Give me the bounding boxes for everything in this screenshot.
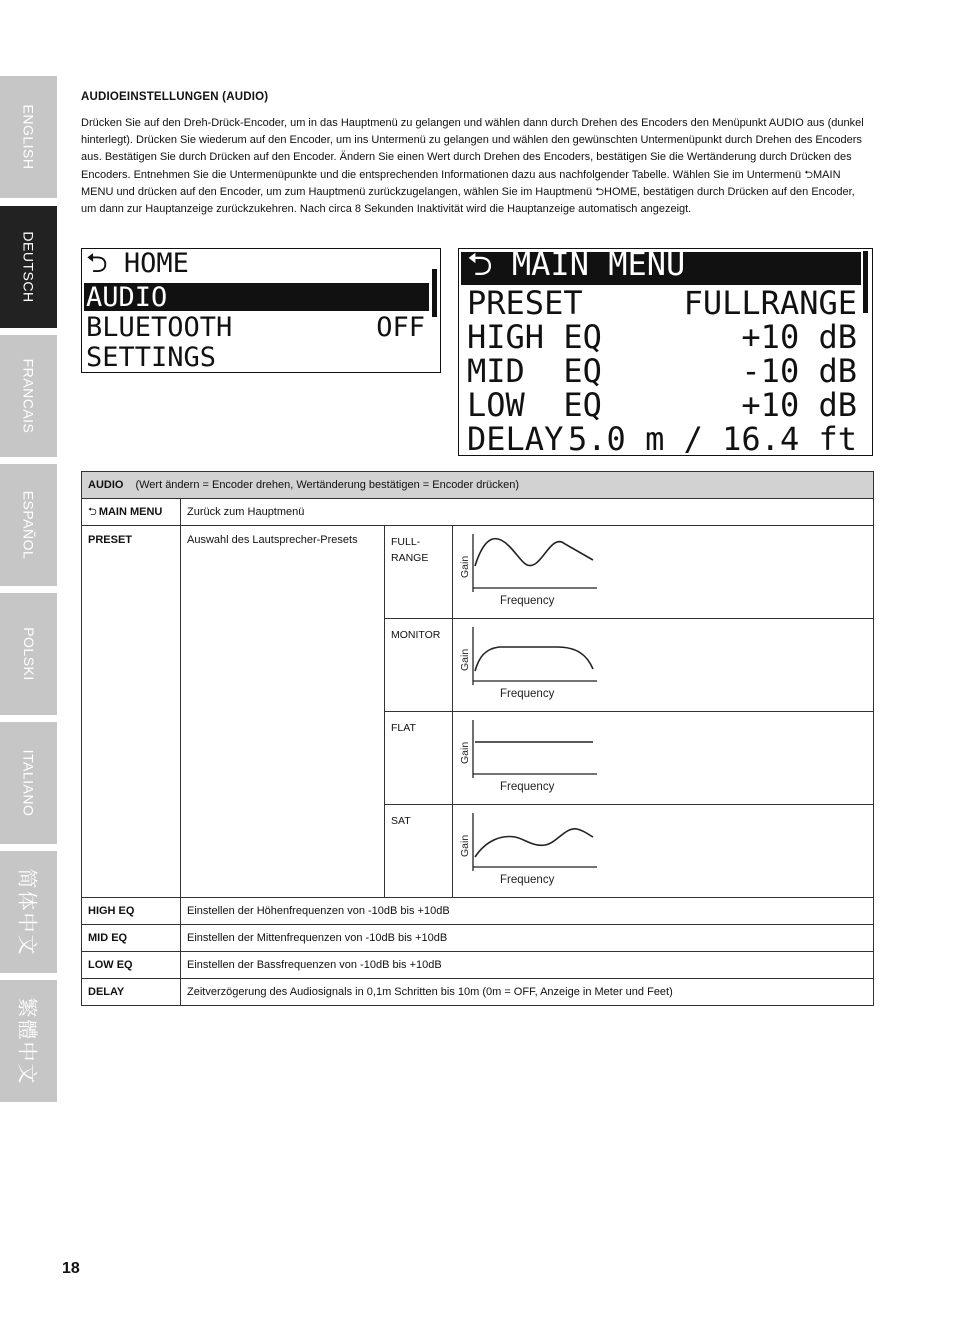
row-name: DELAY xyxy=(82,979,181,1006)
row-description: Einstellen der Mittenfrequenzen von -10dB bis +10dB xyxy=(181,925,874,952)
graph-frequency-label: Frequency xyxy=(500,874,555,886)
preset-curve-cell xyxy=(453,712,874,805)
graph-gain-label: Gain xyxy=(459,741,471,764)
section-title: AUDIOEINSTELLUNGEN (AUDIO) xyxy=(81,91,269,103)
language-tab-2[interactable] xyxy=(0,206,57,328)
lcd-item-label: SETTINGS xyxy=(86,341,217,373)
table-row xyxy=(82,898,874,925)
language-tab-label: 简体中文 xyxy=(15,868,37,956)
audio-parameter-table xyxy=(81,471,874,1006)
graph-gain-label: Gain xyxy=(459,648,471,671)
preset-response-graph xyxy=(453,526,613,610)
lcd-menu-item xyxy=(461,385,861,424)
preset-option-label: SAT xyxy=(385,805,453,898)
row-description: Einstellen der Bassfrequenzen von -10dB bis +10dB xyxy=(181,952,874,979)
row-name: MAIN MENU xyxy=(98,505,163,518)
preset-option-label: MONITOR xyxy=(385,619,453,712)
lcd-item-value: OFF xyxy=(376,311,425,343)
lcd-item-value: +10 dB xyxy=(741,317,857,356)
language-tab-4[interactable] xyxy=(0,464,57,586)
lcd-item-label: AUDIO xyxy=(86,281,168,313)
language-tab-label: DEUTSCH xyxy=(20,231,37,303)
page-number: 18 xyxy=(62,1260,80,1277)
table-row xyxy=(82,925,874,952)
lcd-item-label: PRESET xyxy=(467,283,583,322)
lcd-item-label: LOW EQ xyxy=(467,385,602,424)
table-row-preset-fullrange xyxy=(82,526,874,619)
lcd-item-value: +10 dB xyxy=(741,385,857,424)
preset-curve-cell xyxy=(453,805,874,898)
lcd-menu-item xyxy=(84,313,429,341)
lcd-item-label: HIGH EQ xyxy=(467,317,602,356)
table-row-main-menu xyxy=(82,499,874,526)
lcd-menu-item xyxy=(461,283,861,322)
language-tab-label: ENGLISH xyxy=(20,104,37,170)
lcd-menu-item xyxy=(461,244,861,285)
language-tab-7[interactable] xyxy=(0,851,57,973)
row-description: Zurück zum Hauptmenü xyxy=(181,499,874,526)
preset-curve-cell xyxy=(453,526,874,619)
language-tab-1[interactable] xyxy=(0,76,57,198)
lcd-scrollbar xyxy=(432,269,437,317)
lcd-item-label: DELAY xyxy=(467,419,564,458)
table-header-row xyxy=(82,472,874,499)
lcd-item-value: FULLRANGE xyxy=(683,283,857,322)
row-description: Zeitverzögerung des Audiosignals in 0,1m Schritten bis 10m (0m = OFF, Anzeige in Meter und Feet) xyxy=(181,979,874,1006)
back-arrow-icon: ⮌ xyxy=(88,504,97,518)
preset-response-graph xyxy=(453,805,613,889)
graph-gain-label: Gain xyxy=(459,834,471,857)
lcd-menu-item xyxy=(84,343,429,371)
lcd-scrollbar xyxy=(863,251,868,313)
language-tab-label: ESPAÑOL xyxy=(20,490,37,560)
lcd-main-menu-screen xyxy=(81,248,441,373)
preset-response-curve xyxy=(475,539,593,566)
lcd-menu-item xyxy=(84,283,429,311)
table-header-name: AUDIO xyxy=(88,479,124,491)
preset-option-label: FLAT xyxy=(385,712,453,805)
preset-response-graph xyxy=(453,712,613,796)
row-description: Einstellen der Höhenfrequenzen von -10dB bis +10dB xyxy=(181,898,874,925)
lcd-item-label: ⮌ MAIN MENU xyxy=(467,244,686,283)
language-tab-5[interactable] xyxy=(0,593,57,715)
lcd-item-value: -10 dB xyxy=(741,351,857,390)
language-tab-label: ITALIANO xyxy=(20,749,37,817)
table-row xyxy=(82,952,874,979)
lcd-menu-item xyxy=(461,317,861,356)
lcd-audio-submenu-screen xyxy=(458,244,873,458)
lcd-item-value: 5.0 m / 16.4 ft xyxy=(568,419,857,458)
language-tab-label: FRANCAIS xyxy=(20,358,37,434)
graph-frequency-label: Frequency xyxy=(500,595,555,607)
preset-response-curve xyxy=(475,647,593,671)
intro-paragraph: Drücken Sie auf den Dreh-Drück-Encoder, um in das Hauptmenü zu gelangen und wählen dann durch Drehen des Encoders den Menüpunkt AUDIO aus (dunkel hinterlegt). Drücken Sie wiederum auf den Encoder, um ins Untermenü zu gelangen und wählen den gewünschten Untermenüpunkt durch Drehen des Encoders aus. Bestätigen Sie durch Drücken auf den Encoder. Ändern Sie einen Wert durch Drehen des Encoders, bestätigen Sie die Wertänderung durch Drücken des Encoders. Entnehmen Sie die Untermenüpunkte und die entsprechenden Informationen dazu aus nachfolgender Tabelle. Wählen Sie im Untermenü ⮌MAIN MENU und drücken auf den Encoder, um zum Hauptmenü zurückzugelangen, wählen Sie im Hauptmenü ⮌HOME, bestätigen durch Drücken auf den Encoder, um dann zur Hauptanzeige zurückzukehren. Nach circa 8 Sekunden Inaktivität wird die Hauptanzeige automatisch angezeigt. xyxy=(81,117,864,216)
language-tab-label: 繁體中文 xyxy=(15,997,37,1085)
preset-curve-cell xyxy=(453,619,874,712)
lcd-menu-item xyxy=(461,351,861,390)
row-description: Auswahl des Lautsprecher-Presets xyxy=(181,526,385,898)
lcd-item-label: MID EQ xyxy=(467,351,602,390)
graph-frequency-label: Frequency xyxy=(500,781,555,793)
row-name: HIGH EQ xyxy=(82,898,181,925)
preset-response-graph xyxy=(453,619,613,703)
graph-gain-label: Gain xyxy=(459,555,471,578)
table-header-note: (Wert ändern = Encoder drehen, Wertänderung bestätigen = Encoder drücken) xyxy=(135,479,520,491)
graph-frequency-label: Frequency xyxy=(500,688,555,700)
preset-option-label: FULL- RANGE xyxy=(385,526,453,619)
language-tab-3[interactable] xyxy=(0,335,57,457)
language-tab-6[interactable] xyxy=(0,722,57,844)
lcd-item-label: BLUETOOTH xyxy=(86,311,233,343)
preset-response-curve xyxy=(475,829,593,857)
language-tab-label: POLSKI xyxy=(20,627,37,681)
language-tab-8[interactable] xyxy=(0,980,57,1102)
row-name: MID EQ xyxy=(82,925,181,952)
table-row xyxy=(82,979,874,1006)
lcd-item-label: ⮌ HOME xyxy=(86,248,189,279)
row-name: PRESET xyxy=(82,526,181,898)
row-name: LOW EQ xyxy=(82,952,181,979)
lcd-menu-item xyxy=(461,419,861,458)
lcd-menu-item xyxy=(84,248,429,281)
